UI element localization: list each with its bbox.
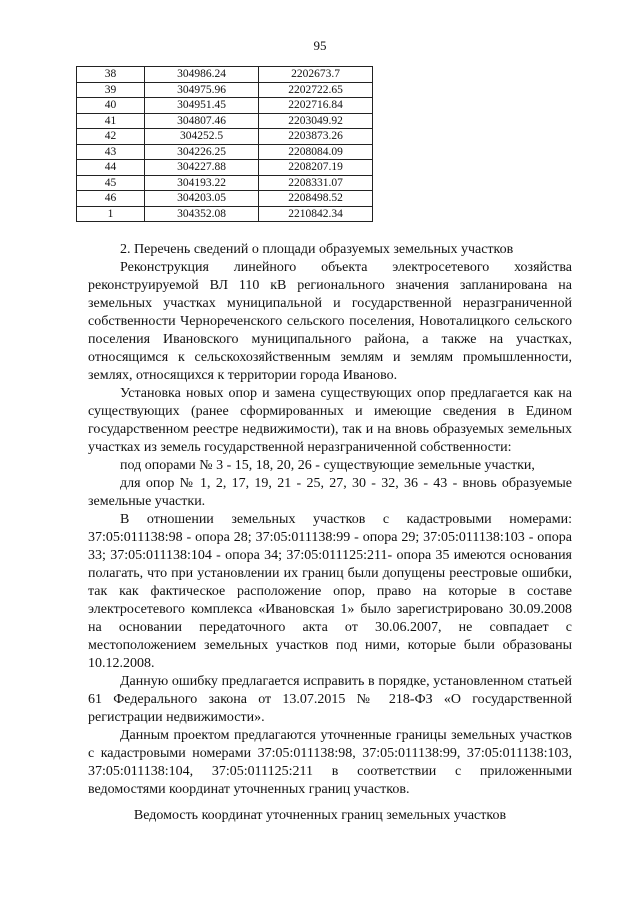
y-coordinate-cell: 2202722.65 [259, 82, 373, 98]
point-number-cell: 42 [77, 129, 145, 145]
paragraph-reconstruction: Реконструкция линейного объекта электросетевого хозяйства реконструируемой ВЛ 110 кВ регионального значения запланирована на земельных участках муниципальной и государственной неразграниченной собственности Чернореченского сельского поселения, Новоталицкого сельского поселения Ивановского муниципального района, а также на участках, относящимся к сельскохозяйственным землям и землям промышленности, землях, относящихся к территории города Иваново. [88, 260, 572, 383]
y-coordinate-cell: 2208331.07 [259, 175, 373, 191]
table-row [77, 113, 373, 129]
table-row [77, 160, 373, 176]
point-number-cell: 41 [77, 113, 145, 129]
y-coordinate-cell: 2208207.19 [259, 160, 373, 176]
paragraph-new-plots: для опор № 1, 2, 17, 19, 21 - 25, 27, 30 - 32, 36 - 43 - вновь образуемые земельные участки. [88, 476, 572, 509]
x-coordinate-cell: 304227.88 [145, 160, 259, 176]
table-row [77, 191, 373, 207]
y-coordinate-cell: 2208498.52 [259, 191, 373, 207]
x-coordinate-cell: 304352.08 [145, 206, 259, 222]
x-coordinate-cell: 304252.5 [145, 129, 259, 145]
body-text [88, 259, 572, 799]
point-number-cell: 39 [77, 82, 145, 98]
point-number-cell: 38 [77, 67, 145, 83]
y-coordinate-cell: 2203873.26 [259, 129, 373, 145]
x-coordinate-cell: 304203.05 [145, 191, 259, 207]
table-row [77, 144, 373, 160]
x-coordinate-cell: 304226.25 [145, 144, 259, 160]
point-number-cell: 43 [77, 144, 145, 160]
point-number-cell: 44 [77, 160, 145, 176]
x-coordinate-cell: 304986.24 [145, 67, 259, 83]
table-row [77, 206, 373, 222]
table-row [77, 98, 373, 114]
table-row [77, 175, 373, 191]
x-coordinate-cell: 304807.46 [145, 113, 259, 129]
y-coordinate-cell: 2202673.7 [259, 67, 373, 83]
section-heading: 2. Перечень сведений о площади образуемых земельных участков [120, 242, 514, 257]
point-number-cell: 46 [77, 191, 145, 207]
point-number-cell: 40 [77, 98, 145, 114]
y-coordinate-cell: 2210842.34 [259, 206, 373, 222]
y-coordinate-cell: 2203049.92 [259, 113, 373, 129]
point-number-cell: 45 [77, 175, 145, 191]
x-coordinate-cell: 304193.22 [145, 175, 259, 191]
page-number: 95 [313, 38, 327, 53]
table-row [77, 67, 373, 83]
coordinate-table [76, 66, 373, 222]
paragraph-installation: Установка новых опор и замена существующих опор предлагается как на существующих (ранее сформированных и имеющие сведения в Едином государственном реестре недвижимости), так и на вновь образуемых земельных участках из земель государственной неразграниченной собственности: [88, 386, 572, 455]
paragraph-existing-plots: под опорами № 3 - 15, 18, 20, 26 - существующие земельные участки, [120, 458, 535, 473]
x-coordinate-cell: 304951.45 [145, 98, 259, 114]
table-row [77, 129, 373, 145]
y-coordinate-cell: 2208084.09 [259, 144, 373, 160]
paragraph-correction: Данную ошибку предлагается исправить в порядке, установленном статьей 61 Федерального закона от 13.07.2015 № 218-ФЗ «О государственной регистрации недвижимости». [88, 674, 572, 725]
statement-title: Ведомость координат уточненных границ земельных участков [133, 808, 507, 823]
point-number-cell: 1 [77, 206, 145, 222]
paragraph-project: Данным проектом предлагаются уточненные границы земельных участков с кадастровыми номерами 37:05:011138:98, 37:05:011138:99, 37:05:011138:103, 37:05:011138:104, 37:05:011125:211 в соответствии с приложенными ведомостями координат уточненных границ участков. [88, 728, 572, 797]
table-row [77, 82, 373, 98]
paragraph-cadastral: В отношении земельных участков с кадастровыми номерами: 37:05:011138:98 - опора 28; 37:05:011138:99 - опора 29; 37:05:011138:103 - опора 33; 37:05:011138:104 - опора 34; 37:05:011125:211- опора 35 имеются основания полагать, что при установлении их границ были допущены реестровые ошибки, так как фактическое расположение опор, право на которые в составе электросетевого комплекса «Ивановская 1» было зарегистрировано 30.09.2008 на основании передаточного акта от 30.06.2007, не совпадает с местоположением земельных участков под ними, которые были образованы 10.12.2008. [88, 512, 572, 671]
y-coordinate-cell: 2202716.84 [259, 98, 373, 114]
x-coordinate-cell: 304975.96 [145, 82, 259, 98]
